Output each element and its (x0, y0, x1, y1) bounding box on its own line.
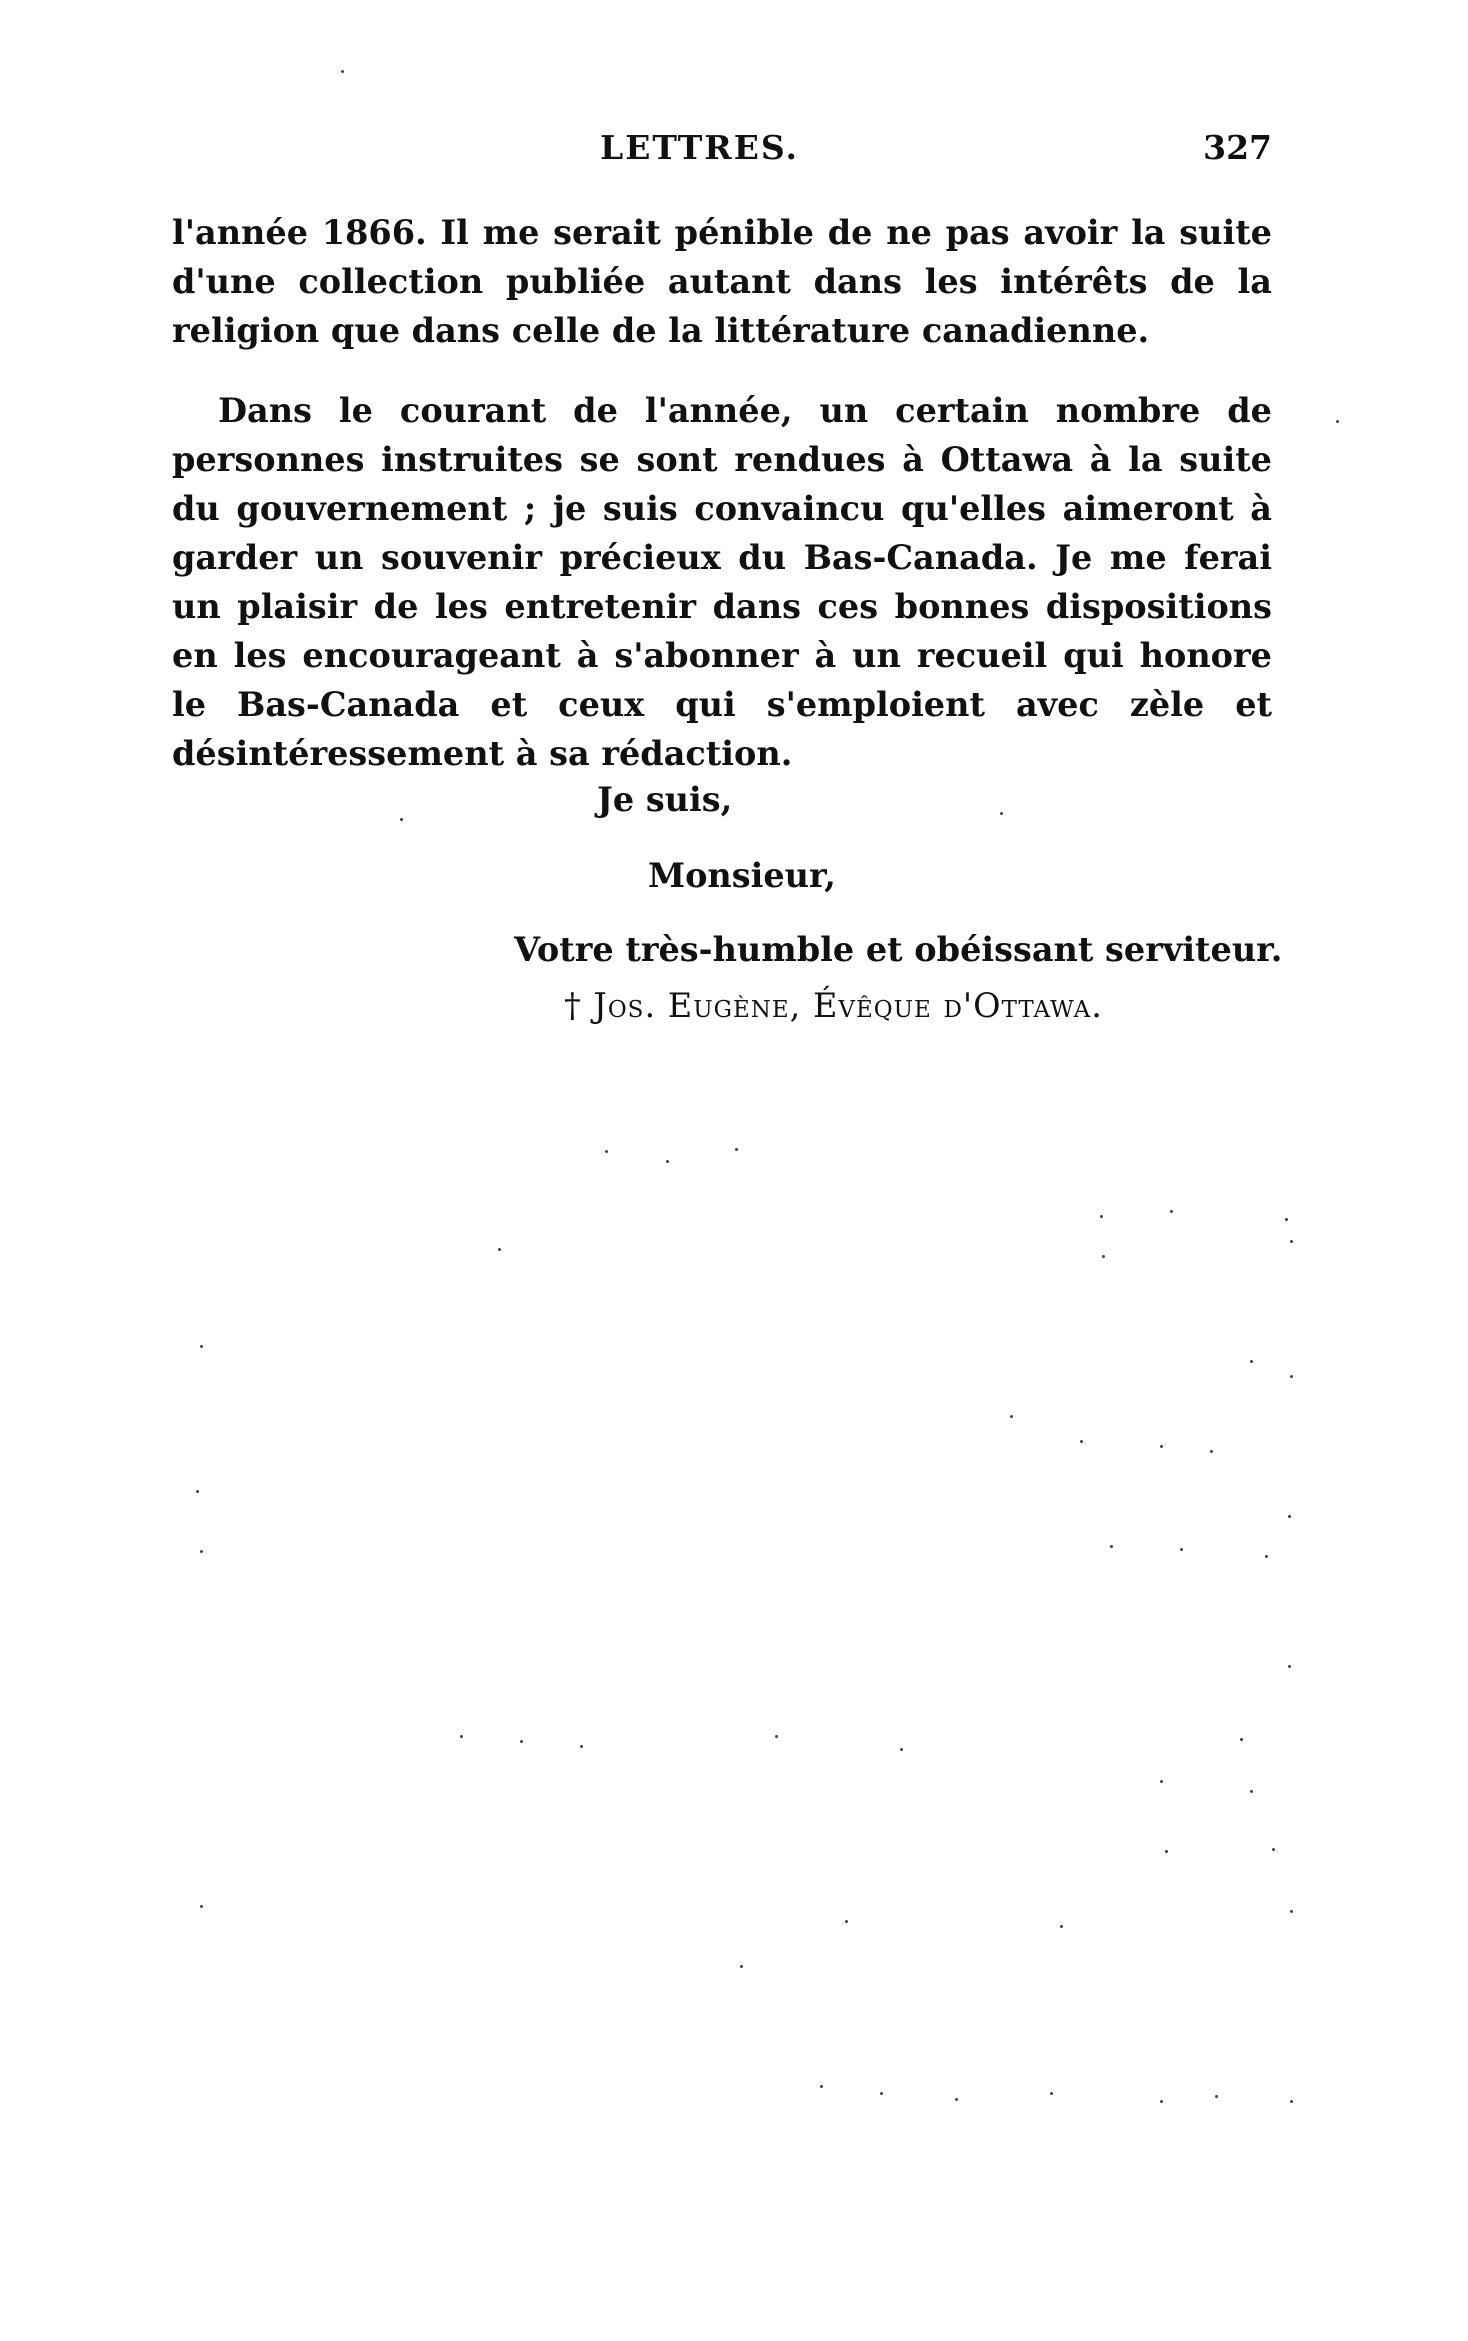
closing-address: Monsieur, (648, 856, 836, 895)
speck (1290, 1910, 1293, 1913)
speck (1180, 1548, 1183, 1551)
speck (820, 2085, 823, 2088)
speck (341, 70, 344, 73)
speck (1336, 420, 1339, 423)
speck (1250, 1360, 1253, 1363)
speck (900, 1748, 903, 1751)
speck (1102, 1255, 1105, 1258)
speck (1288, 1515, 1291, 1518)
speck (1170, 1210, 1173, 1213)
speck (1250, 1790, 1253, 1793)
closing-formula: Votre très-humble et obéissant serviteur. (514, 930, 1283, 969)
speck (1272, 1848, 1275, 1851)
speck (1290, 2100, 1293, 2103)
speck (1290, 1375, 1293, 1378)
speck (1288, 1665, 1291, 1668)
speck (200, 1345, 203, 1348)
speck (520, 1740, 523, 1743)
speck (1050, 2092, 1053, 2095)
speck (1240, 1738, 1243, 1741)
speck (200, 1905, 203, 1908)
running-head (172, 128, 1272, 176)
letter-body (172, 208, 1272, 778)
speck (880, 2092, 883, 2095)
speck (196, 1490, 199, 1493)
speck (400, 818, 403, 821)
speck (1165, 1850, 1168, 1853)
paragraph: Dans le courant de l'année, un certain nombre de personnes instruites se sont rendues à Ottawa à la suite du gouvernement ; je suis convaincu qu'elles aimeront à garder un souvenir précieux du Bas-Canada. Je me ferai un plaisir de les entretenir dans ces bonnes dispositions en les encourageant à s'abonner à un recueil qui honore le Bas-Canada et ceux qui s'emploient avec zèle et désintéressement à sa rédaction. (172, 391, 1272, 773)
speck (498, 1248, 501, 1251)
speck (1160, 1445, 1163, 1448)
speck (460, 1735, 463, 1738)
speck (1215, 2095, 1218, 2098)
speck (200, 1550, 203, 1553)
speck (740, 1965, 743, 1968)
speck (1080, 1440, 1083, 1443)
speck (1160, 2100, 1163, 2103)
speck (955, 2098, 958, 2101)
speck (1010, 1415, 1013, 1418)
speck (735, 1148, 738, 1151)
closing-salutation: Je suis, (597, 780, 733, 819)
paragraph: l'année 1866. Il me serait pénible de ne pas avoir la suite d'une collection publiée autant dans les intérêts de la religion que dans celle de la littérature canadienne. (172, 213, 1272, 350)
page-number: 327 (1203, 128, 1272, 167)
speck (580, 1745, 583, 1748)
speck (1285, 1218, 1288, 1221)
speck (1060, 1925, 1063, 1928)
speck (1000, 812, 1003, 815)
speck (605, 1150, 608, 1153)
speck (1290, 1240, 1293, 1243)
speck (845, 1920, 848, 1923)
speck (1210, 1450, 1213, 1453)
signature: † Jos. Eugène, Évêque d'Ottawa. (564, 986, 1103, 1025)
speck (666, 1160, 669, 1163)
speck (775, 1735, 778, 1738)
running-title: LETTRES. (600, 128, 800, 167)
speck (1265, 1555, 1268, 1558)
speck (1110, 1545, 1113, 1548)
speck (1100, 1215, 1103, 1218)
speck (1160, 1780, 1163, 1783)
